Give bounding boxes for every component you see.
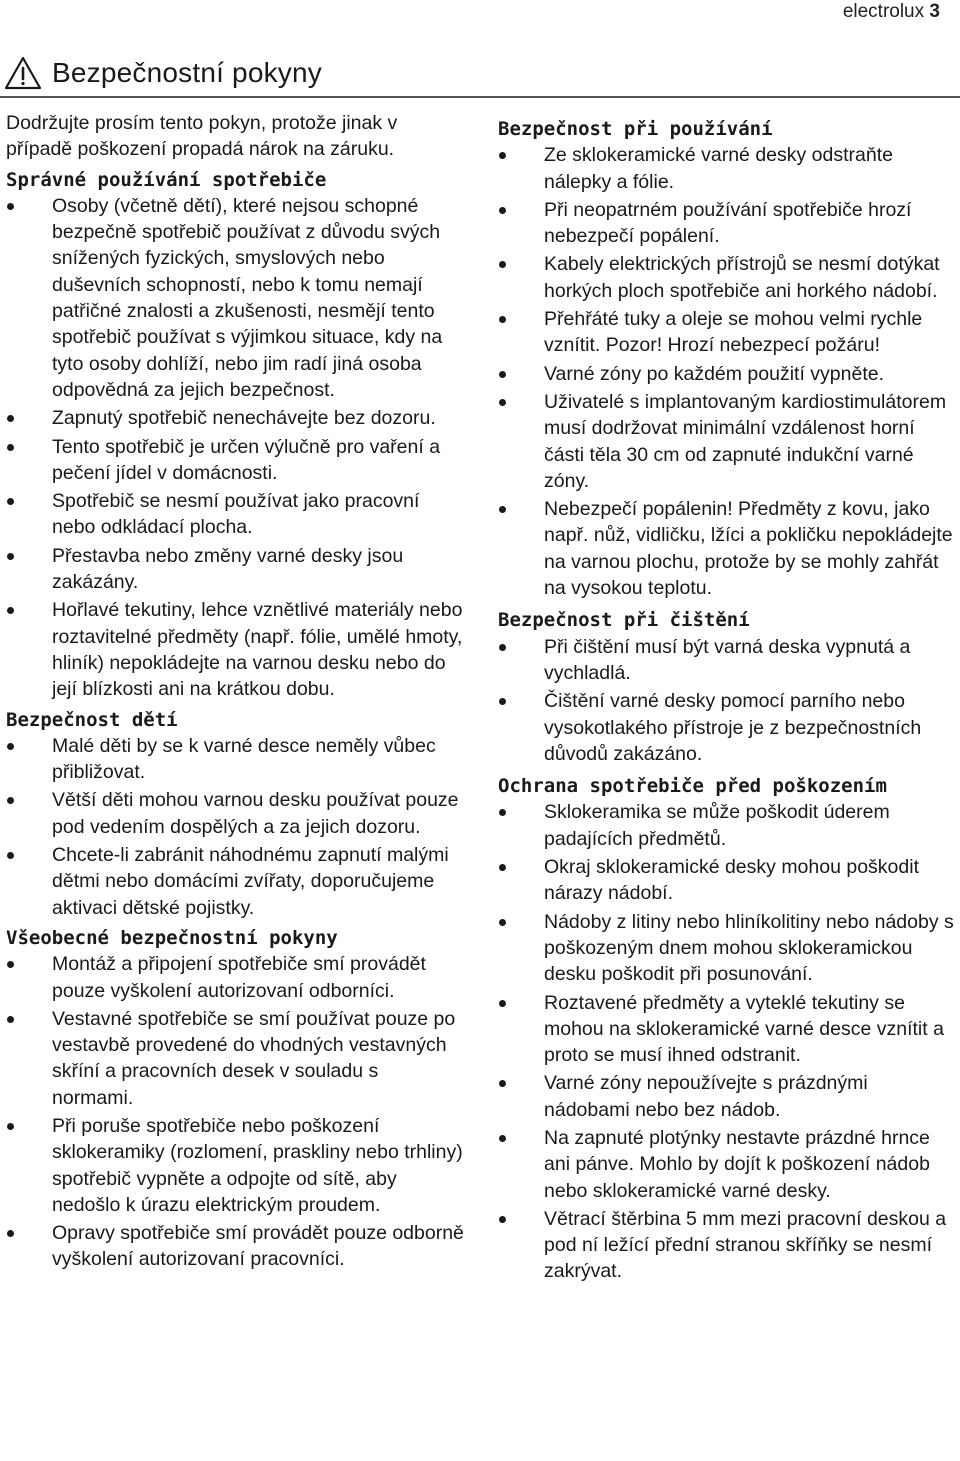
list-item: Přestavba nebo změny varné desky jsou zakázány.: [6, 543, 464, 596]
list-item: Čištění varné desky pomocí parního nebo vysokotlakého přístroje je z bezpečnostních důvodů zakázáno.: [498, 688, 958, 767]
list-item: Zapnutý spotřebič nenechávejte bez dozoru.: [6, 405, 464, 431]
list-item: Tento spotřebič je určen výlučně pro vaření a pečení jídel v domácnosti.: [6, 434, 464, 487]
list-item: Chcete-li zabránit náhodnému zapnutí malými dětmi nebo domácími zvířaty, doporučujeme aktivaci dětské pojistky.: [6, 842, 464, 921]
list-item: Větší děti mohou varnou desku používat pouze pod vedením dospělých a za jejich dozoru.: [6, 787, 464, 840]
right-sections: [498, 116, 958, 1285]
left-column: [6, 110, 464, 1275]
list-item: Opravy spotřebiče smí provádět pouze odborně vyškolení autorizovaní pracovníci.: [6, 1220, 464, 1273]
bullet-list: [498, 142, 958, 601]
section-heading-bezpecnost-pri-pouzivani: Bezpečnost při používání: [498, 118, 773, 140]
page-number: 3: [929, 1, 940, 22]
list-item: Při čištění musí být varná deska vypnutá a vychladlá.: [498, 634, 958, 687]
bullet-list: [498, 799, 958, 1284]
bullet-list: [6, 193, 464, 703]
brand-name: electrolux: [842, 1, 925, 22]
list-item: Kabely elektrických přístrojů se nesmí dotýkat horkých ploch spotřebiče ani horkého nádobí.: [498, 251, 958, 304]
page-header: [843, 0, 940, 24]
page-title: Bezpečnostní pokyny: [52, 57, 322, 88]
list-item: Hořlavé tekutiny, lehce vznětlivé materiály nebo roztavitelné předměty (např. fólie, umělé hmoty, hliník) nepokládejte na varnou desku nebo do její blízkosti ani na krátkou dobu.: [6, 597, 464, 702]
section-heading-bezpecnost-pri-cisteni: Bezpečnost při čištění: [498, 609, 750, 632]
list-item: Sklokeramika se může poškodit úderem padajících předmětů.: [498, 799, 958, 852]
section-heading-ochrana-spotrebice-pred-poskozenim: Ochrana spotřebiče před poškozením: [498, 775, 887, 798]
list-item: Spotřebič se nesmí používat jako pracovní nebo odkládací plocha.: [6, 488, 464, 541]
list-item: Ze sklokeramické varné desky odstraňte nálepky a fólie.: [498, 142, 958, 195]
warning-triangle-icon: [4, 56, 42, 90]
list-item: Větrací štěrbina 5 mm mezi pracovní deskou a pod ní ležící přední stranou skříňky se nesmí zakrývat.: [498, 1206, 958, 1285]
list-item: Nebezpečí popálenin! Předměty z kovu, jako např. nůž, vidličku, lžíci a pokličku nepokládejte na varnou plochu, protože by se mohly zahřát na vysokou teplotu.: [498, 496, 958, 601]
list-item: Malé děti by se k varné desce neměly vůbec přibližovat.: [6, 733, 464, 786]
bullet-list: [498, 634, 958, 767]
list-item: Varné zóny nepoužívejte s prázdnými nádobami nebo bez nádob.: [498, 1070, 958, 1123]
list-item: Nádoby z litiny nebo hliníkolitiny nebo nádoby s poškozeným dnem mohou sklokeramickou desku poškodit při posunování.: [498, 909, 958, 988]
intro-paragraph: Dodržujte prosím tento pokyn, protože jinak v případě poškození propadá nárok na záruku.: [6, 112, 398, 161]
right-column: [498, 110, 958, 1287]
bullet-list: [6, 733, 464, 921]
left-sections: [6, 167, 464, 1273]
list-item: Montáž a připojení spotřebiče smí provádět pouze vyškolení autorizovaní odborníci.: [6, 951, 464, 1004]
title-divider: [0, 96, 960, 98]
list-item: Při neopatrném používání spotřebiče hrozí nebezpečí popálení.: [498, 197, 958, 250]
list-item: Roztavené předměty a vyteklé tekutiny se mohou na sklokeramické varné desce vznítit a proto se musí ihned odstranit.: [498, 990, 958, 1069]
title-row: [4, 56, 322, 90]
list-item: Přehřáté tuky a oleje se mohou velmi rychle vznítit. Pozor! Hrozí nebezpecí požáru!: [498, 306, 958, 359]
list-item: Osoby (včetně dětí), které nejsou schopné bezpečně spotřebič používat z důvodu svých snížených fyzických, smyslových nebo duševních schopností, nebo k tomu nemají patřičné znalosti a zkušenosti, nesmějí tento spotřebič používat s výjimkou situace, kdy na tyto osoby dohlíží, nebo jim radí jiná osoba odpovědná za jejich bezpečnost.: [6, 193, 464, 403]
list-item: Vestavné spotřebiče se smí používat pouze po vestavbě provedené do vhodných vestavných skříní a pracovních desek v souladu s normami.: [6, 1006, 464, 1111]
list-item: Uživatelé s implantovaným kardiostimulátorem musí dodržovat minimální vzdálenost horní části těla 30 cm od zapnuté indukční varné zóny.: [498, 389, 958, 494]
section-heading-bezpecnost-deti: Bezpečnost dětí: [6, 708, 178, 731]
section-heading-vseobecne-bezpecnostni-pokyny: Všeobecné bezpečnostní pokyny: [6, 926, 338, 949]
list-item: Varné zóny po každém použití vypněte.: [498, 361, 958, 387]
list-item: Při poruše spotřebiče nebo poškození sklokeramiky (rozlomení, praskliny nebo trhliny) spotřebič vypněte a odpojte od sítě, aby nedošlo k úrazu elektrickým proudem.: [6, 1113, 464, 1218]
list-item: Na zapnuté plotýnky nestavte prázdné hrnce ani pánve. Mohlo by dojít k poškození nádob nebo sklokeramické varné desky.: [498, 1125, 958, 1204]
section-heading-spravne-pouzivani-spotrebice: Správné používání spotřebiče: [6, 168, 327, 191]
list-item: Okraj sklokeramické desky mohou poškodit nárazy nádobí.: [498, 854, 958, 907]
bullet-list: [6, 951, 464, 1273]
